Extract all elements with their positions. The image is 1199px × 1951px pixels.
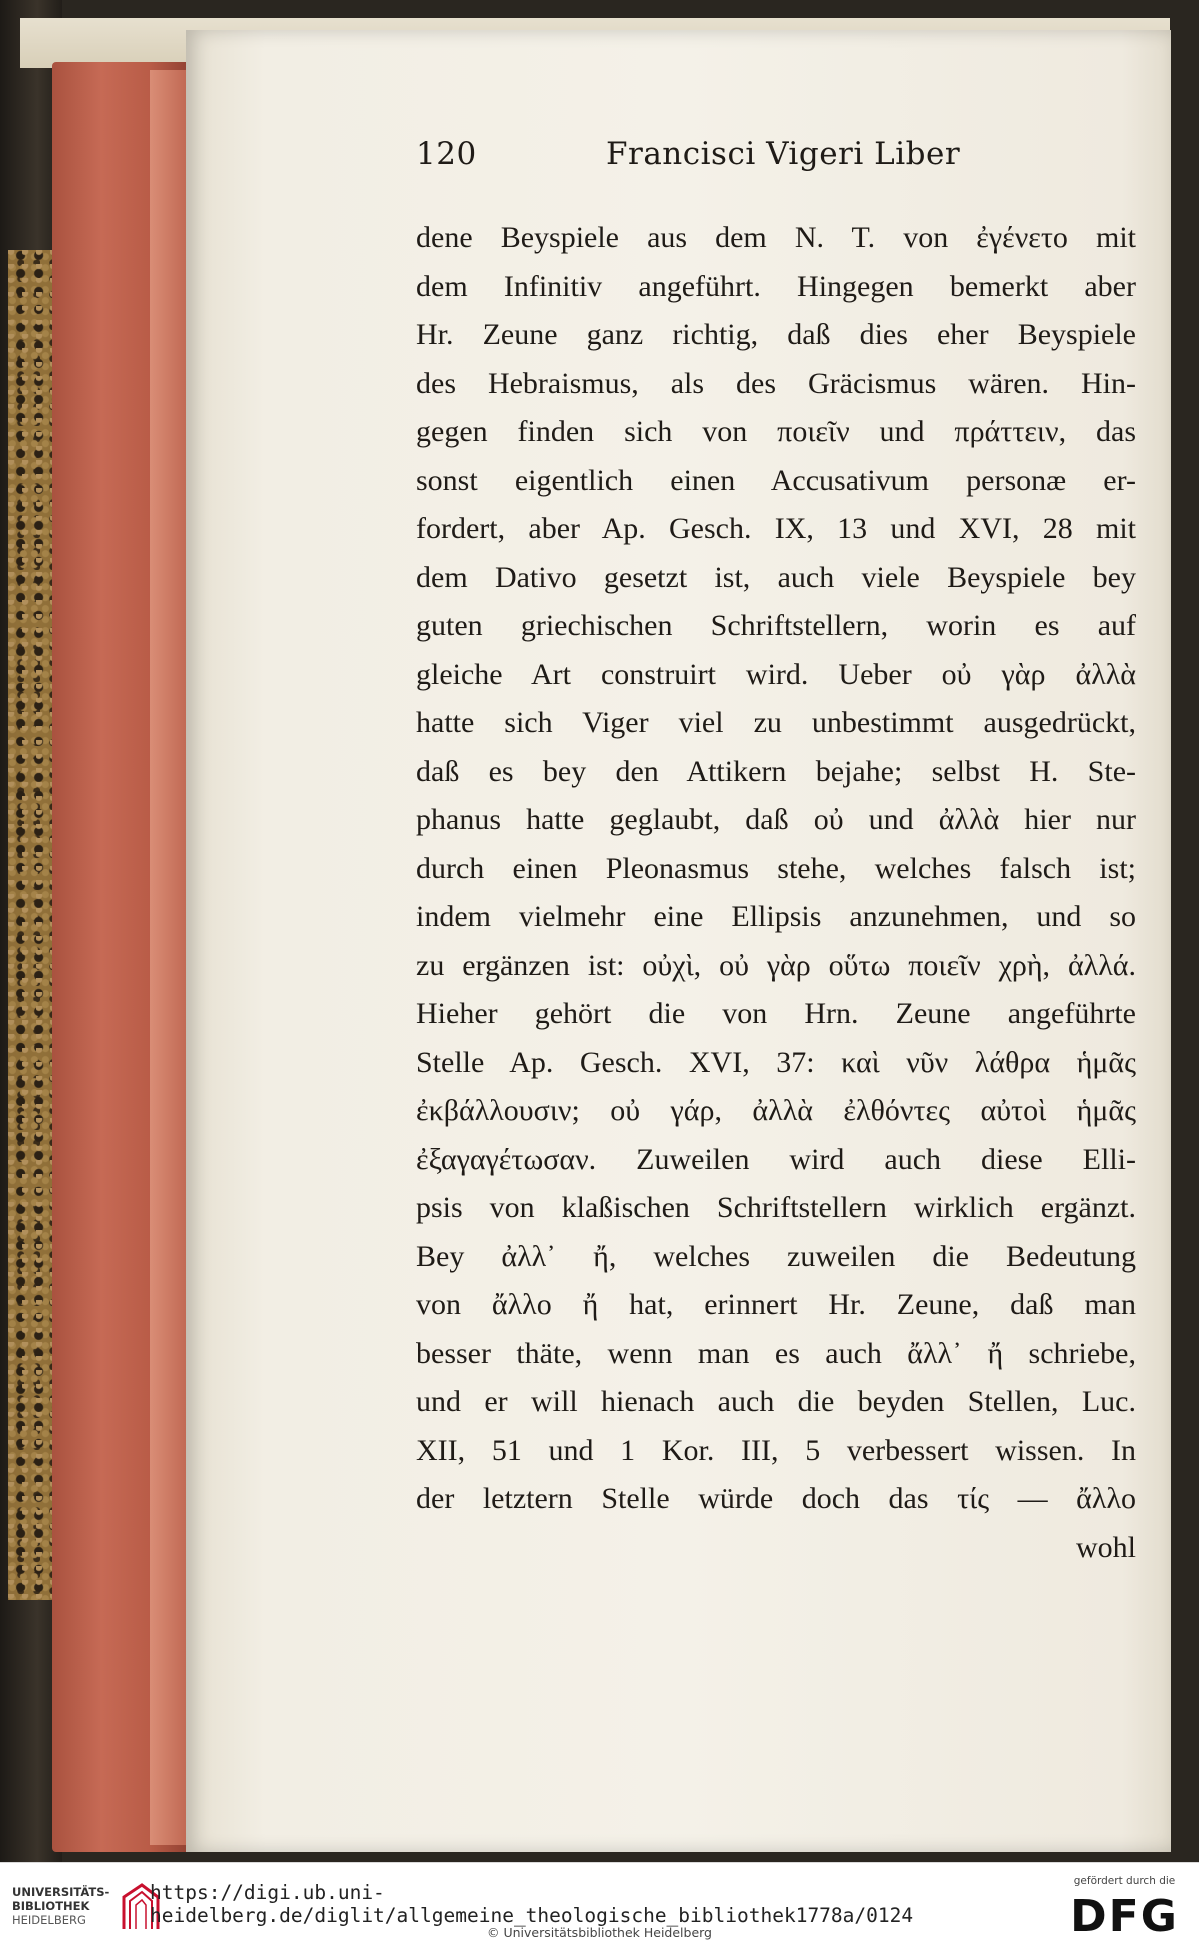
text-line: besser thäte, wenn man es auch ἄλλ᾽ ἤ schriebe, bbox=[416, 1336, 1136, 1370]
text-line: Stelle Ap. Gesch. XVI, 37: καὶ νῦν λάθρα ἡμᾶς bbox=[416, 1045, 1136, 1079]
library-name-line: BIBLIOTHEK bbox=[12, 1899, 90, 1913]
library-name bbox=[12, 1885, 132, 1927]
text-line: des Hebraismus, als des Gräcismus wären. Hin- bbox=[416, 366, 1136, 400]
running-title: Francisci Vigeri Liber bbox=[606, 136, 961, 172]
text-line: dem Dativo gesetzt ist, auch viele Beyspiele bey bbox=[416, 560, 1136, 594]
text-line: guten griechischen Schriftstellern, worin es auf bbox=[416, 609, 1136, 642]
text-line: fordert, aber Ap. Gesch. IX, 13 und XVI, 28 mit bbox=[416, 512, 1136, 545]
text-line: zu ergänzen ist: οὐχὶ, οὐ γὰρ οὕτω ποιεῖν χρὴ, ἀλλά. bbox=[416, 948, 1136, 982]
text-line: psis von klaßischen Schriftstellern wirklich ergänzt. bbox=[416, 1191, 1136, 1224]
text-line: der letztern Stelle würde doch das τίς — ἄλλο bbox=[416, 1482, 1136, 1515]
body-text bbox=[416, 214, 1136, 1572]
text-line: Bey ἀλλ᾽ ἤ, welches zuweilen die Bedeutung bbox=[416, 1239, 1136, 1273]
text-line: und er will hienach auch die beyden Stellen, Luc. bbox=[416, 1385, 1136, 1418]
dfg-logo-icon: DFG bbox=[1070, 1891, 1179, 1942]
library-name-line: UNIVERSITÄTS- bbox=[12, 1885, 110, 1899]
text-line: gleiche Art construirt wird. Ueber οὐ γὰρ ἀλλὰ bbox=[416, 657, 1136, 691]
text-line: gegen finden sich von ποιεῖν und πράττειν, das bbox=[416, 415, 1136, 448]
page-text-block bbox=[416, 136, 1136, 1572]
text-line: ἐκβάλλουσιν; οὐ γάρ, ἀλλὰ ἐλθόντες αὐτοὶ ἡμᾶς bbox=[416, 1094, 1136, 1127]
copyright-notice: © Universitätsbibliothek Heidelberg bbox=[486, 1925, 712, 1940]
text-line: dene Beyspiele aus dem N. T. von ἐγένετο mit bbox=[416, 221, 1136, 254]
text-line: indem vielmehr eine Ellipsis anzunehmen, und so bbox=[416, 900, 1136, 933]
permalink-url[interactable]: https://digi.ub.uni-heidelberg.de/diglit/allgemeine_theologische_bibliothek1778a/0124 bbox=[150, 1881, 914, 1927]
text-line: dem Infinitiv angeführt. Hingegen bemerkt aber bbox=[416, 269, 1136, 303]
text-line: von ἄλλο ἤ hat, erinnert Hr. Zeune, daß man bbox=[416, 1288, 1136, 1321]
text-line: durch einen Pleonasmus stehe, welches falsch ist; bbox=[416, 851, 1136, 885]
library-name-line: HEIDELBERG bbox=[12, 1913, 86, 1927]
text-line: sonst eigentlich einen Accusativum personæ er- bbox=[416, 463, 1136, 497]
text-line: ἐξαγαγέτωσαν. Zuweilen wird auch diese Elli- bbox=[416, 1142, 1136, 1176]
sponsor-label: gefördert durch die bbox=[1073, 1875, 1176, 1887]
text-line: phanus hatte geglaubt, daß οὐ und ἀλλὰ hier nur bbox=[416, 803, 1136, 836]
text-line: XII, 51 und 1 Kor. III, 5 verbessert wissen. In bbox=[416, 1433, 1136, 1467]
text-line: Hr. Zeune ganz richtig, daß dies eher Beyspiele bbox=[416, 318, 1136, 351]
catchword: wohl bbox=[1076, 1530, 1136, 1564]
text-line: hatte sich Viger viel zu unbestimmt ausgedrückt, bbox=[416, 706, 1136, 739]
text-line: daß es bey den Attikern bejahe; selbst H. Ste- bbox=[416, 754, 1136, 788]
viewer-footer bbox=[0, 1862, 1199, 1951]
text-line: Hieher gehört die von Hrn. Zeune angeführte bbox=[416, 997, 1136, 1030]
page-header bbox=[416, 136, 1136, 188]
page-number: 120 bbox=[416, 136, 477, 172]
page-edge-highlight bbox=[150, 70, 190, 1845]
